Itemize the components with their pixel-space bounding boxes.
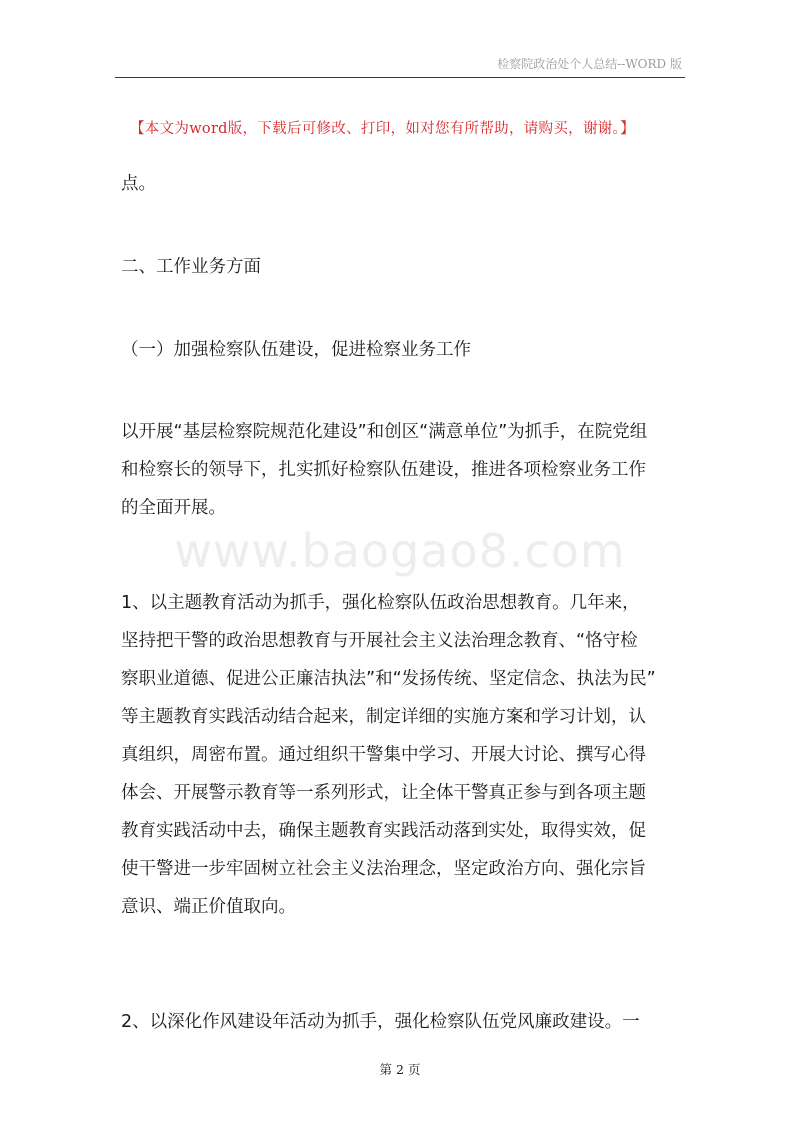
paragraph-line: 察职业道德、促进公正廉洁执法”和“发扬传统、坚定信念、执法为民” bbox=[121, 669, 656, 689]
paragraph-line: 坚持把干警的政治思想教育与开展社会主义法治理念教育、“恪守检 bbox=[121, 631, 638, 651]
watermark: www.baogao8.com bbox=[174, 524, 626, 578]
section-heading bbox=[121, 248, 683, 286]
header-divider bbox=[115, 77, 685, 78]
section-heading-text: 二、工作业务方面 bbox=[121, 257, 261, 277]
header-title: 检察院政治处个人总结--WORD 版 bbox=[497, 57, 682, 71]
paragraph-line: 和检察长的领导下，扎实抓好检察队伍建设，推进各项检察业务工作 bbox=[121, 460, 646, 480]
item-1-paragraph bbox=[121, 584, 683, 926]
paragraph-line: 体会、开展警示教育等一系列形式，让全体干警真正参与到各项主题 bbox=[121, 783, 646, 803]
continuation-text bbox=[121, 165, 683, 203]
paragraph-line: 真组织，周密布置。通过组织干警集中学习、开展大讨论、撰写心得 bbox=[121, 745, 646, 765]
paragraph-line: 等主题教育实践活动结合起来，制定详细的实施方案和学习计划，认 bbox=[121, 707, 646, 727]
paragraph-line: 1、以主题教育活动为抓手，强化检察队伍政治思想教育。几年来， bbox=[121, 593, 640, 613]
text-line: 点。 bbox=[121, 174, 156, 194]
paragraph-line: 使干警进一步牢固树立社会主义法治理念，坚定政治方向、强化宗旨 bbox=[121, 859, 646, 879]
intro-paragraph bbox=[121, 413, 683, 527]
page-number: 第 2 页 bbox=[379, 1062, 421, 1077]
subsection-heading-text: （一）加强检察队伍建设，促进检察业务工作 bbox=[121, 340, 471, 360]
paragraph-line: 教育实践活动中去，确保主题教育实践活动落到实处，取得实效，促 bbox=[121, 821, 646, 841]
item-2-paragraph bbox=[121, 1003, 683, 1041]
paragraph-line: 的全面开展。 bbox=[121, 498, 226, 518]
purchase-notice: 【本文为word版，下载后可修改、打印，如对您有所帮助，请购买，谢谢。】 bbox=[130, 121, 635, 137]
subsection-heading bbox=[121, 331, 683, 369]
paragraph-line: 意识、端正价值取向。 bbox=[121, 897, 296, 917]
paragraph-line: 以开展“基层检察院规范化建设”和创区“满意单位”为抓手，在院党组 bbox=[121, 422, 648, 442]
paragraph-line: 2、以深化作风建设年活动为抓手，强化检察队伍党风廉政建设。一 bbox=[121, 1012, 640, 1032]
